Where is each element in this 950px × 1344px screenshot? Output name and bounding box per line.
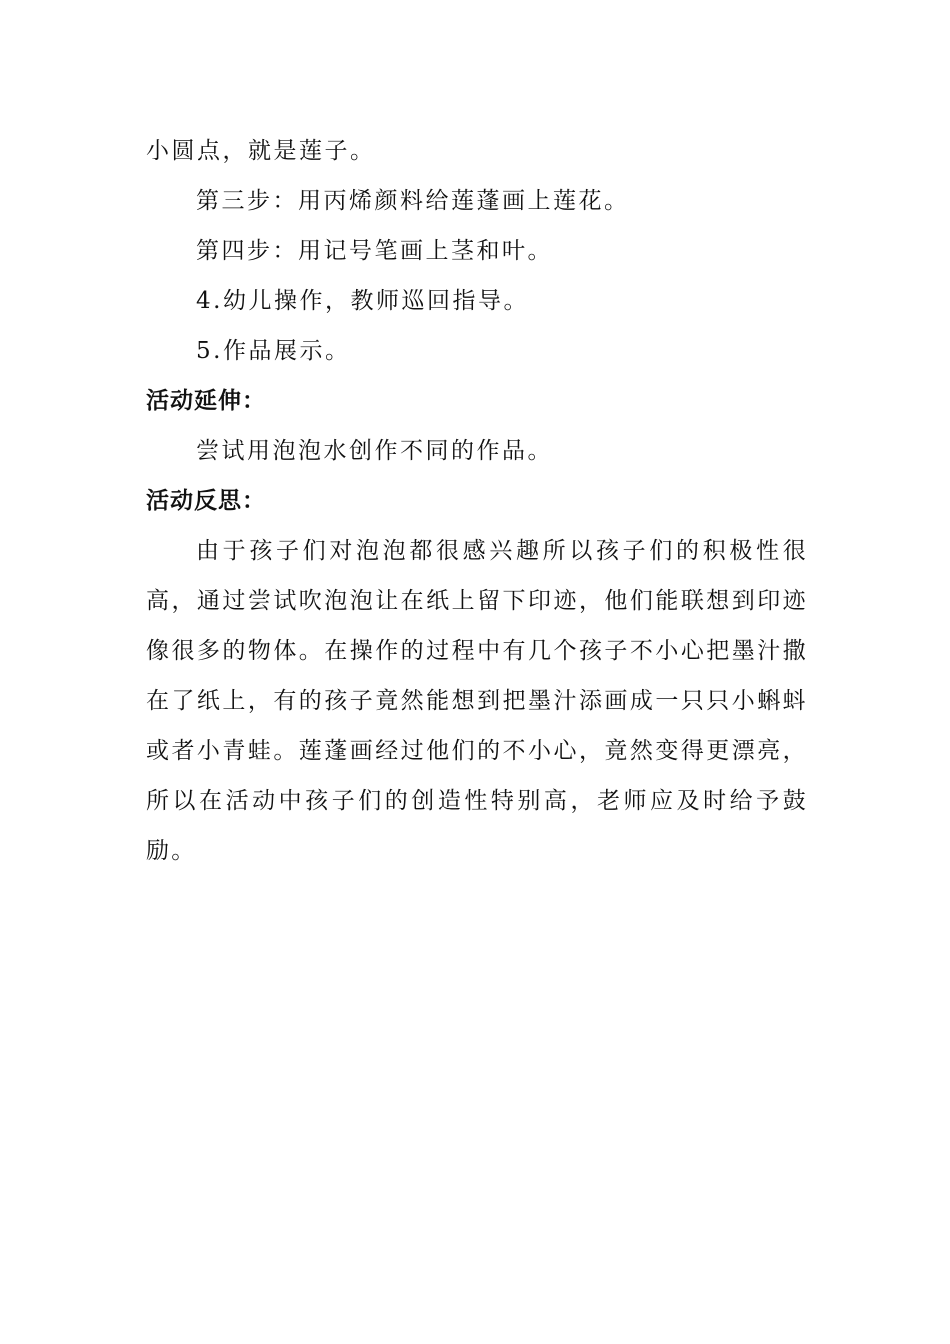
document-body	[146, 126, 808, 876]
step-four: 第四步：用记号笔画上茎和叶。	[196, 238, 553, 264]
heading-activity-extension: 活动延伸：	[146, 388, 266, 414]
heading-activity-reflection: 活动反思：	[146, 488, 266, 514]
item-work-display: 5.作品展示。	[196, 338, 351, 364]
extension-text: 尝试用泡泡水创作不同的作品。	[196, 438, 553, 464]
reflection-paragraph: 由于孩子们对泡泡都很感兴趣所以孩子们的积极性很高，通过尝试吹泡泡让在纸上留下印迹，他们能联想到印迹像很多的物体。在操作的过程中有几个孩子不小心把墨汁撒在了纸上，有的孩子竟然能想到把墨汁添画成一只只小蝌蚪或者小青蛙。莲蓬画经过他们的不小心，竟然变得更漂亮，所以在活动中孩子们的创造性特别高，老师应及时给予鼓励。	[146, 538, 808, 864]
item-children-operate: 4.幼儿操作，教师巡回指导。	[196, 288, 529, 314]
step-three: 第三步：用丙烯颜料给莲蓬画上莲花。	[196, 188, 630, 214]
paragraph-lotus-seeds: 小圆点，就是莲子。	[146, 138, 376, 164]
